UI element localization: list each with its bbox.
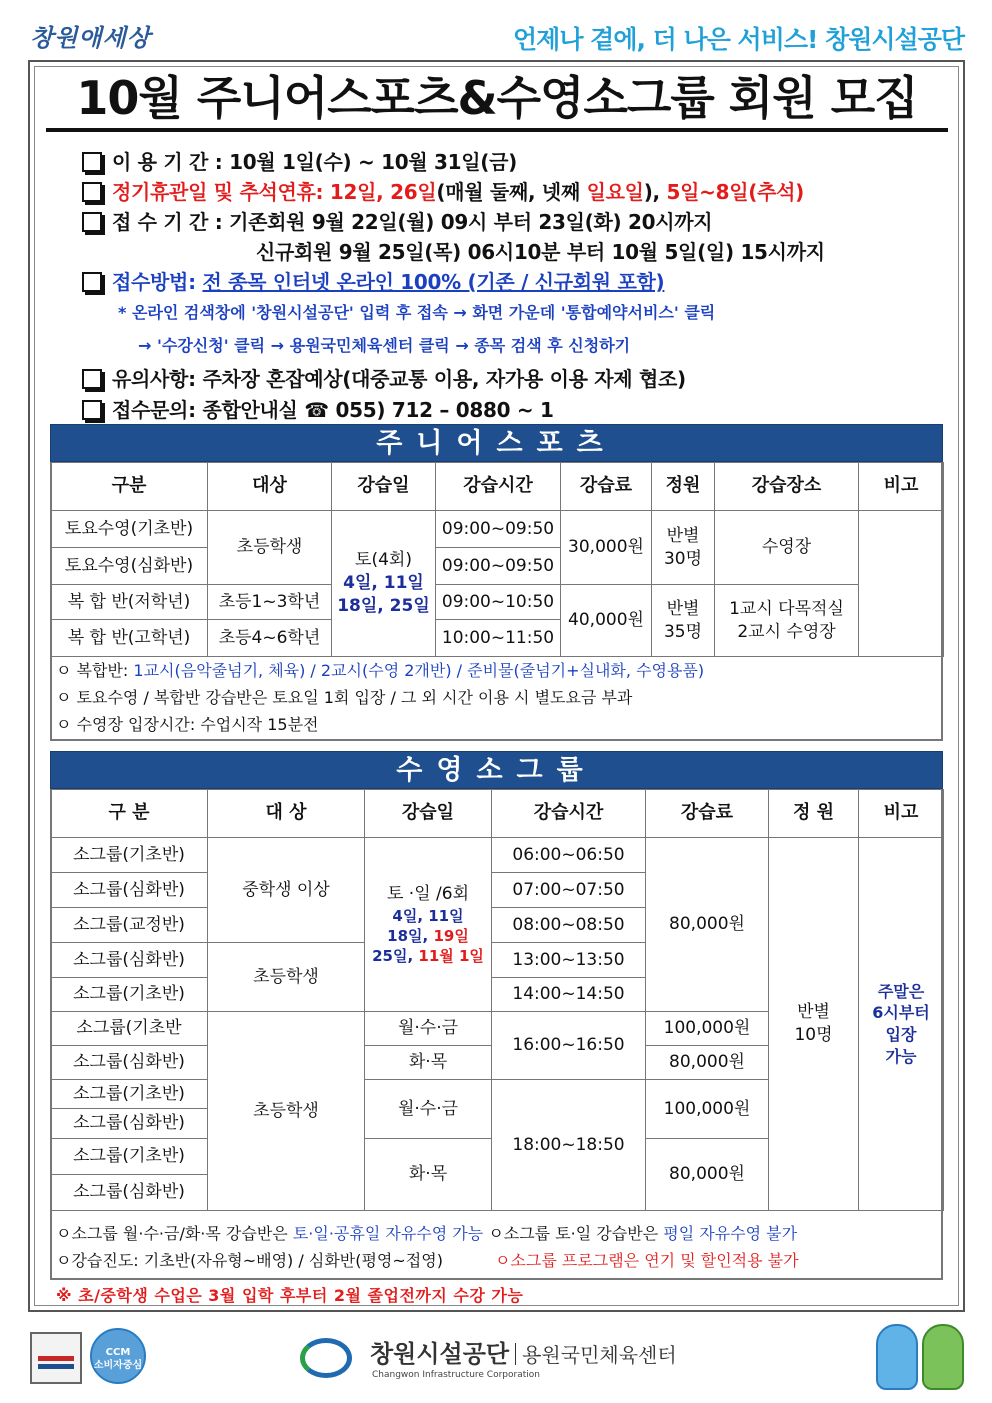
class-name: 복 합 반(저학년) [51,585,208,620]
col-header: 대상 [208,463,332,511]
info-period: 이 용 기 간 : 10월 1일(수) ~ 10월 31일(금) [82,146,517,175]
info-closed: 정기휴관일 및 추석연휴: 12일, 26일(매월 둘째, 넷째 일요일), 5일~8일(추석) [82,176,804,205]
corporation-name: 창원시설공단 용원국민체육센터 [370,1340,677,1368]
swim-note-2: ㅇ강습진도: 기초반(자유형~배영) / 심화반(평영~접영) ㅇ소그룹 프로그램은 연기 및 할인적용 불가 [56,1251,799,1270]
fee-cell: 80,000원 [646,1046,769,1080]
capacity-cell: 반별 30명 [652,511,715,585]
days-cell: 토 ·일 /6회 4일, 11일 18일, 19일 25일, 11월 1일 [365,838,492,1012]
time-cell: 10:00~11:50 [436,620,561,657]
mascot-green-icon [922,1324,964,1390]
days-cell: 월·수·금 [365,1012,492,1046]
col-header: 강습일 [365,790,492,838]
fee-cell: 30,000원 [561,511,652,585]
checkbox-icon [82,152,102,172]
time-cell: 09:00~09:50 [436,548,561,585]
junior-section-title: 주니어스포츠 [50,424,943,462]
target-cell: 초등학생 [208,511,332,585]
target-cell: 중학생 이상 [208,838,365,943]
col-header: 강습료 [561,463,652,511]
place-cell: 수영장 [715,511,859,585]
checkbox-icon [82,369,102,389]
city-logo: 창원애세상 [30,23,151,52]
col-header: 구 분 [51,790,208,838]
swim-section-title: 수영소그룹 [50,751,943,789]
class-name: 소그룹(심화반) [51,1175,208,1211]
fee-cell: 80,000원 [646,838,769,1012]
col-header: 비고 [859,790,944,838]
days-cell: 토(4회) 4일, 11일 18일, 25일 [332,511,436,657]
class-name: 토요수영(심화반) [51,548,208,585]
junior-notes [56,657,704,738]
class-name: 소그룹(교정반) [51,908,208,943]
swim-notes [56,1220,799,1274]
remark-cell: 주말은 6시부터 입장 가능 [859,838,944,1211]
fee-cell: 40,000원 [561,585,652,657]
time-cell: 06:00~06:50 [492,838,646,873]
checkbox-icon [82,400,102,420]
corporation-logo-icon [300,1338,352,1378]
target-cell: 초등학생 [208,1012,365,1211]
method-note-1: * 온라인 검색창에 '창원시설공단' 입력 후 접속 → 화면 가운데 '통합예약서비스' 클릭 [118,303,716,322]
class-name: 소그룹(기초반) [51,1080,208,1109]
fee-cell: 100,000원 [646,1080,769,1139]
checkbox-icon [82,182,102,202]
remark-cell [859,511,944,657]
class-name: 소그룹(심화반) [51,943,208,978]
target-cell: 초등학생 [208,943,365,1012]
time-cell: 09:00~09:50 [436,511,561,548]
time-cell: 13:00~13:50 [492,943,646,978]
method-note-2: → '수강신청' 클릭 → 용원국민체육센터 클릭 → 종목 검색 후 신청하기 [138,336,631,355]
info-method: 접수방법: 전 종목 인터넷 온라인 100% (기존 / 신규회원 포함) [82,266,664,295]
swim-table [50,789,944,1211]
place-cell: 1교시 다목적실 2교시 수영장 [715,585,859,657]
swim-note-1: ㅇ소그룹 월·수·금/화·목 강습반은 토·일·공휴일 자유수영 가능 ㅇ소그룹 토·일 강습반은 평일 자유수영 불가 [56,1224,798,1243]
time-cell: 18:00~18:50 [492,1080,646,1211]
info-reception: 접 수 기 간 : 기존회원 9월 22일(월) 09시 부터 23일(화) 20시까지 [82,206,712,235]
mascot-blue-icon [876,1324,918,1390]
target-cell: 초등1~3학년 [208,585,332,620]
col-header: 구분 [51,463,208,511]
class-name: 소그룹(심화반) [51,1046,208,1080]
header-slogan: 언제나 곁에, 더 나은 서비스! 창원시설공단 [513,25,964,54]
class-name: 소그룹(심화반) [51,1109,208,1139]
col-header: 정원 [652,463,715,511]
time-cell: 07:00~07:50 [492,873,646,908]
capacity-cell: 반별 10명 [769,838,859,1211]
junior-note-1: ㅇ 복합반: 1교시(음악줄넘기, 체육) / 2교시(수영 2개반) / 준비물(줄넘기+실내화, 수영용품) [56,661,705,680]
junior-note-3: ㅇ 수영장 입장시간: 수업시작 15분전 [56,715,319,734]
fee-cell: 80,000원 [646,1139,769,1211]
time-cell: 08:00~08:50 [492,908,646,943]
col-header: 대 상 [208,790,365,838]
days-cell: 월·수·금 [365,1080,492,1139]
col-header: 강습시간 [492,790,646,838]
class-name: 복 합 반(고학년) [51,620,208,657]
target-cell: 초등4~6학년 [208,620,332,657]
col-header: 강습료 [646,790,769,838]
checkbox-icon [82,272,102,292]
fee-cell: 100,000원 [646,1012,769,1046]
class-name: 소그룹(기초반) [51,978,208,1012]
ccm-badge-icon: CCM 소비자중심 [90,1328,146,1384]
certification-seal-icon [30,1332,82,1384]
col-header: 비고 [859,463,944,511]
class-name: 토요수영(기초반) [51,511,208,548]
corporation-english-name: Changwon Infrastructure Corporation [372,1370,540,1380]
capacity-cell: 반별 35명 [652,585,715,657]
col-header: 정 원 [769,790,859,838]
class-name: 소그룹(기초반) [51,838,208,873]
days-cell: 화·목 [365,1046,492,1080]
col-header: 강습일 [332,463,436,511]
footer [0,1320,992,1400]
page-title: 10월 주니어스포츠&수영소그룹 회원 모집 [46,70,948,132]
time-cell: 14:00~14:50 [492,978,646,1012]
days-cell: 화·목 [365,1139,492,1211]
bottom-note: ※ 초/중학생 수업은 3월 입학 후부터 2월 졸업전까지 수강 가능 [56,1286,524,1305]
col-header: 강습장소 [715,463,859,511]
time-cell: 09:00~10:50 [436,585,561,620]
class-name: 소그룹(심화반) [51,873,208,908]
class-name: 소그룹(기초반 [51,1012,208,1046]
info-reception-new: 신규회원 9월 25일(목) 06시10분 부터 10월 5일(일) 15시까지 [256,240,825,264]
junior-note-2: ㅇ 토요수영 / 복합반 강습반은 토요일 1회 입장 / 그 외 시간 이용 시 별도요금 부과 [56,688,633,707]
col-header: 강습시간 [436,463,561,511]
junior-table [50,462,944,657]
info-caution: 유의사항: 주차장 혼잡예상(대중교통 이용, 자가용 이용 자제 협조) [82,363,686,392]
class-name: 소그룹(기초반) [51,1139,208,1175]
checkbox-icon [82,212,102,232]
info-contact: 접수문의: 종합안내실 ☎ 055) 712 – 0880 ~ 1 [82,394,554,423]
time-cell: 16:00~16:50 [492,1012,646,1080]
